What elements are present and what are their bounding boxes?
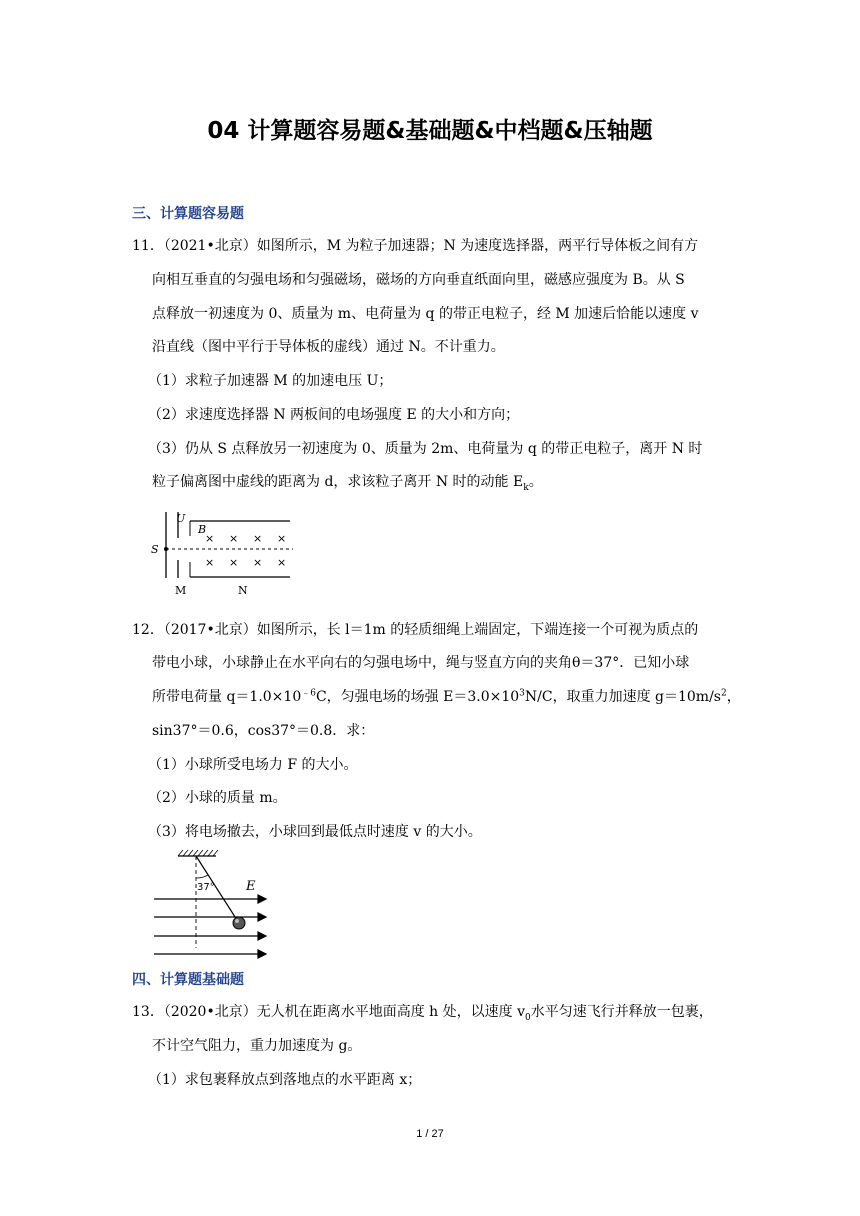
field-mark: × — [277, 556, 287, 569]
q12-line-2: 带电小球，小球静止在水平向右的匀强电场中，绳与竖直方向的夹角θ＝37°．已知小球 — [152, 655, 690, 671]
field-mark: × — [205, 556, 215, 569]
q12-part-2: （2）小球的质量 m。 — [148, 790, 287, 806]
q11-part-1: （1）求粒子加速器 M 的加速电压 U； — [148, 373, 393, 389]
q12-line-4: sin37°＝0.6，cos37°＝0.8．求： — [152, 723, 375, 739]
ball-highlight — [235, 919, 239, 923]
q11-part-3b: 粒子偏离图中虚线的距离为 d，求该粒子离开 N 时的动能 $E_k$。 — [152, 474, 543, 493]
q11-line-2: 向相互垂直的匀强电场和匀强磁场，磁场的方向垂直纸面向里，磁感应强度为 B。从 S — [152, 272, 685, 288]
label-n: N — [238, 584, 248, 597]
field-mark: × — [253, 532, 263, 545]
page-number: 1 / 27 — [416, 1128, 444, 1140]
ceiling-hatching — [178, 850, 218, 856]
label-e: E — [246, 879, 256, 894]
q11-part-2: （2）求速度选择器 N 两板间的电场强度 E 的大小和方向； — [148, 407, 520, 423]
q11-line-4: 沿直线（图中平行于导体板的虚线）通过 N。不计重力。 — [152, 339, 505, 355]
field-mark: × — [253, 556, 263, 569]
point-s — [164, 547, 168, 551]
q12-part-3: （3）将电场撤去，小球回到最低点时速度 v 的大小。 — [148, 824, 482, 840]
page-title: 04 计算题容易题&基础题&中档题&压轴题 — [207, 118, 653, 144]
label-b: B — [198, 523, 207, 536]
q11-line-3: 点释放一初速度为 0、质量为 m、电荷量为 q 的带正电粒子，经 M 加速后恰能以速度 v — [152, 306, 699, 322]
q13-part-1: （1）求包裹释放点到落地点的水平距离 x； — [148, 1072, 422, 1088]
q12-part-1: （1）小球所受电场力 F 的大小。 — [148, 757, 358, 773]
label-u: U — [176, 512, 186, 525]
label-s: S — [151, 543, 159, 556]
q12-figure — [148, 848, 273, 960]
section-heading-basic: 四、计算题基础题 — [132, 972, 244, 988]
q11-line-1: 11．（2021•北京）如图所示，M 为粒子加速器；N 为速度选择器，两平行导体板之间有方 — [132, 238, 699, 254]
q13-line-1: 13．（2020•北京）无人机在距离水平地面高度 h 处，以速度 $v_0$水平匀速飞行并释放一包裹， — [132, 1004, 713, 1023]
angle-arc — [196, 875, 208, 878]
label-m: M — [175, 584, 187, 597]
field-mark: × — [229, 556, 239, 569]
label-angle: 37° — [197, 882, 215, 893]
q11-figure — [145, 508, 305, 598]
field-lines — [154, 895, 266, 958]
field-mark: × — [229, 532, 239, 545]
field-mark: × — [205, 532, 215, 545]
charged-ball — [233, 917, 245, 929]
q12-line-3: 所带电荷量 $q=1.0\times 10^{﹣6}C$，匀强电场的场强 $E=3.0\times 10^3N/C$，取重力加速度 $g=10m/s^2$， — [152, 688, 741, 705]
q13-line-2: 不计空气阻力，重力加速度为 g。 — [152, 1038, 362, 1054]
q11-part-3a: （3）仍从 S 点释放另一初速度为 0、质量为 2m、电荷量为 q 的带正电粒子，离开 N 时 — [148, 441, 703, 457]
q12-line-1: 12．（2017•北京）如图所示，长 l＝1m 的轻质细绳上端固定，下端连接一个可视为质点的 — [132, 622, 699, 638]
magnetic-field-marks — [205, 532, 286, 569]
section-heading-easy: 三、计算题容易题 — [132, 206, 244, 222]
field-mark: × — [277, 532, 287, 545]
